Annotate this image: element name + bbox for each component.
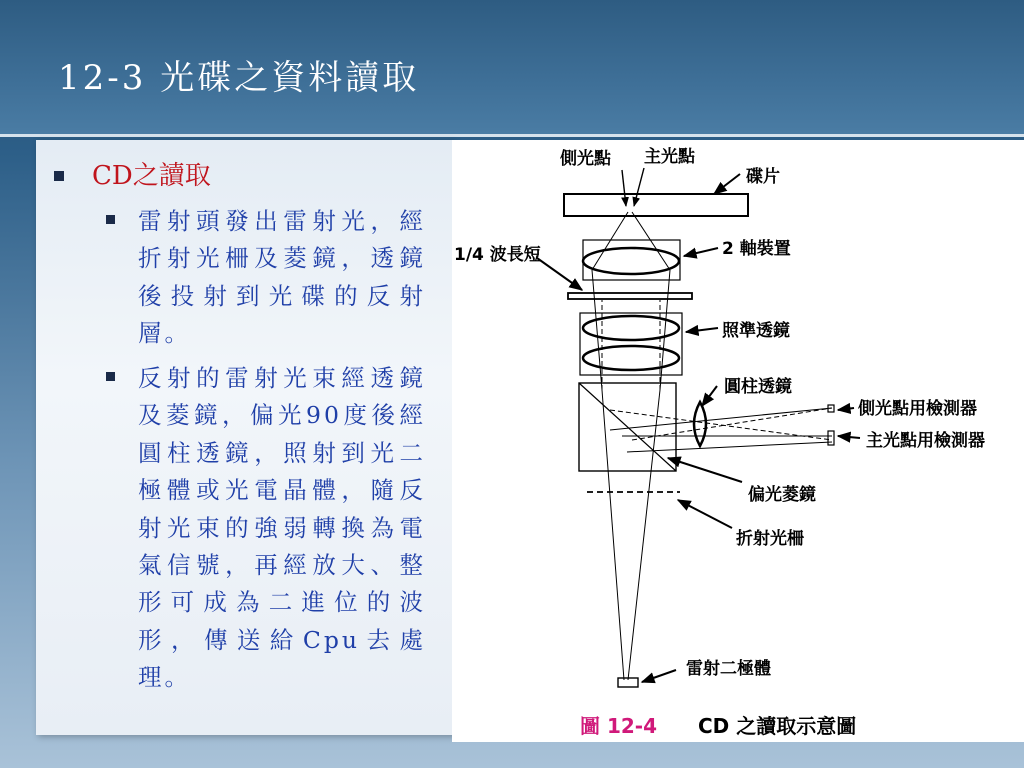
- label-main-spot: 主光點: [644, 147, 695, 167]
- collimator-lens-2: [583, 346, 679, 370]
- figure-caption-text: CD 之讀取示意圖: [698, 714, 857, 738]
- label-side-spot: 側光點: [560, 149, 611, 169]
- square-bullet-icon: [106, 372, 115, 381]
- label-two-axis: 2 軸裝置: [722, 239, 791, 259]
- bullet-item-1: [106, 203, 426, 353]
- square-bullet-icon: [106, 215, 115, 224]
- figure-caption-number: 圖 12-4: [580, 714, 658, 738]
- label-main-detector: 主光點用檢測器: [866, 431, 985, 451]
- heading-item: [54, 158, 444, 194]
- label-cylinder-lens: 圓柱透鏡: [724, 377, 792, 397]
- label-grating: 折射光柵: [736, 529, 804, 549]
- label-collimator: 照準透鏡: [722, 321, 790, 341]
- bullet-text-2: 反射的雷射光束經透鏡及菱鏡，偏光90度後經圓柱透鏡，照射到光二極體或光電晶體，隨反射光束的強弱轉換為電氣信號，再經放大、整形可成為二進位的波形，傳送給Cpu去處理。: [138, 364, 426, 692]
- title-bar: [0, 0, 1024, 137]
- beam-paths: [592, 212, 832, 680]
- bullet-item-2: [106, 360, 426, 697]
- disc-shape: [564, 194, 748, 216]
- section-heading: CD之讀取: [92, 161, 211, 191]
- label-disc: 碟片: [746, 167, 780, 187]
- square-bullet-icon: [54, 171, 64, 181]
- label-side-detector: 側光點用檢測器: [858, 399, 977, 419]
- label-quarter-wave: 1/4 波長短: [454, 245, 541, 265]
- text-panel: [36, 140, 454, 735]
- cd-reading-diagram: [452, 140, 1024, 742]
- label-laser-diode: 雷射二極體: [686, 659, 771, 679]
- cylinder-lens: [694, 402, 706, 446]
- slide-title: 12-3 光碟之資料讀取: [58, 58, 420, 98]
- quarter-wave-plate: [568, 293, 692, 299]
- bullet-text-1: 雷射頭發出雷射光，經折射光柵及菱鏡，透鏡後投射到光碟的反射層。: [138, 207, 426, 348]
- label-polar-prism: 偏光菱鏡: [748, 485, 816, 505]
- main-detector-shape: [828, 431, 834, 445]
